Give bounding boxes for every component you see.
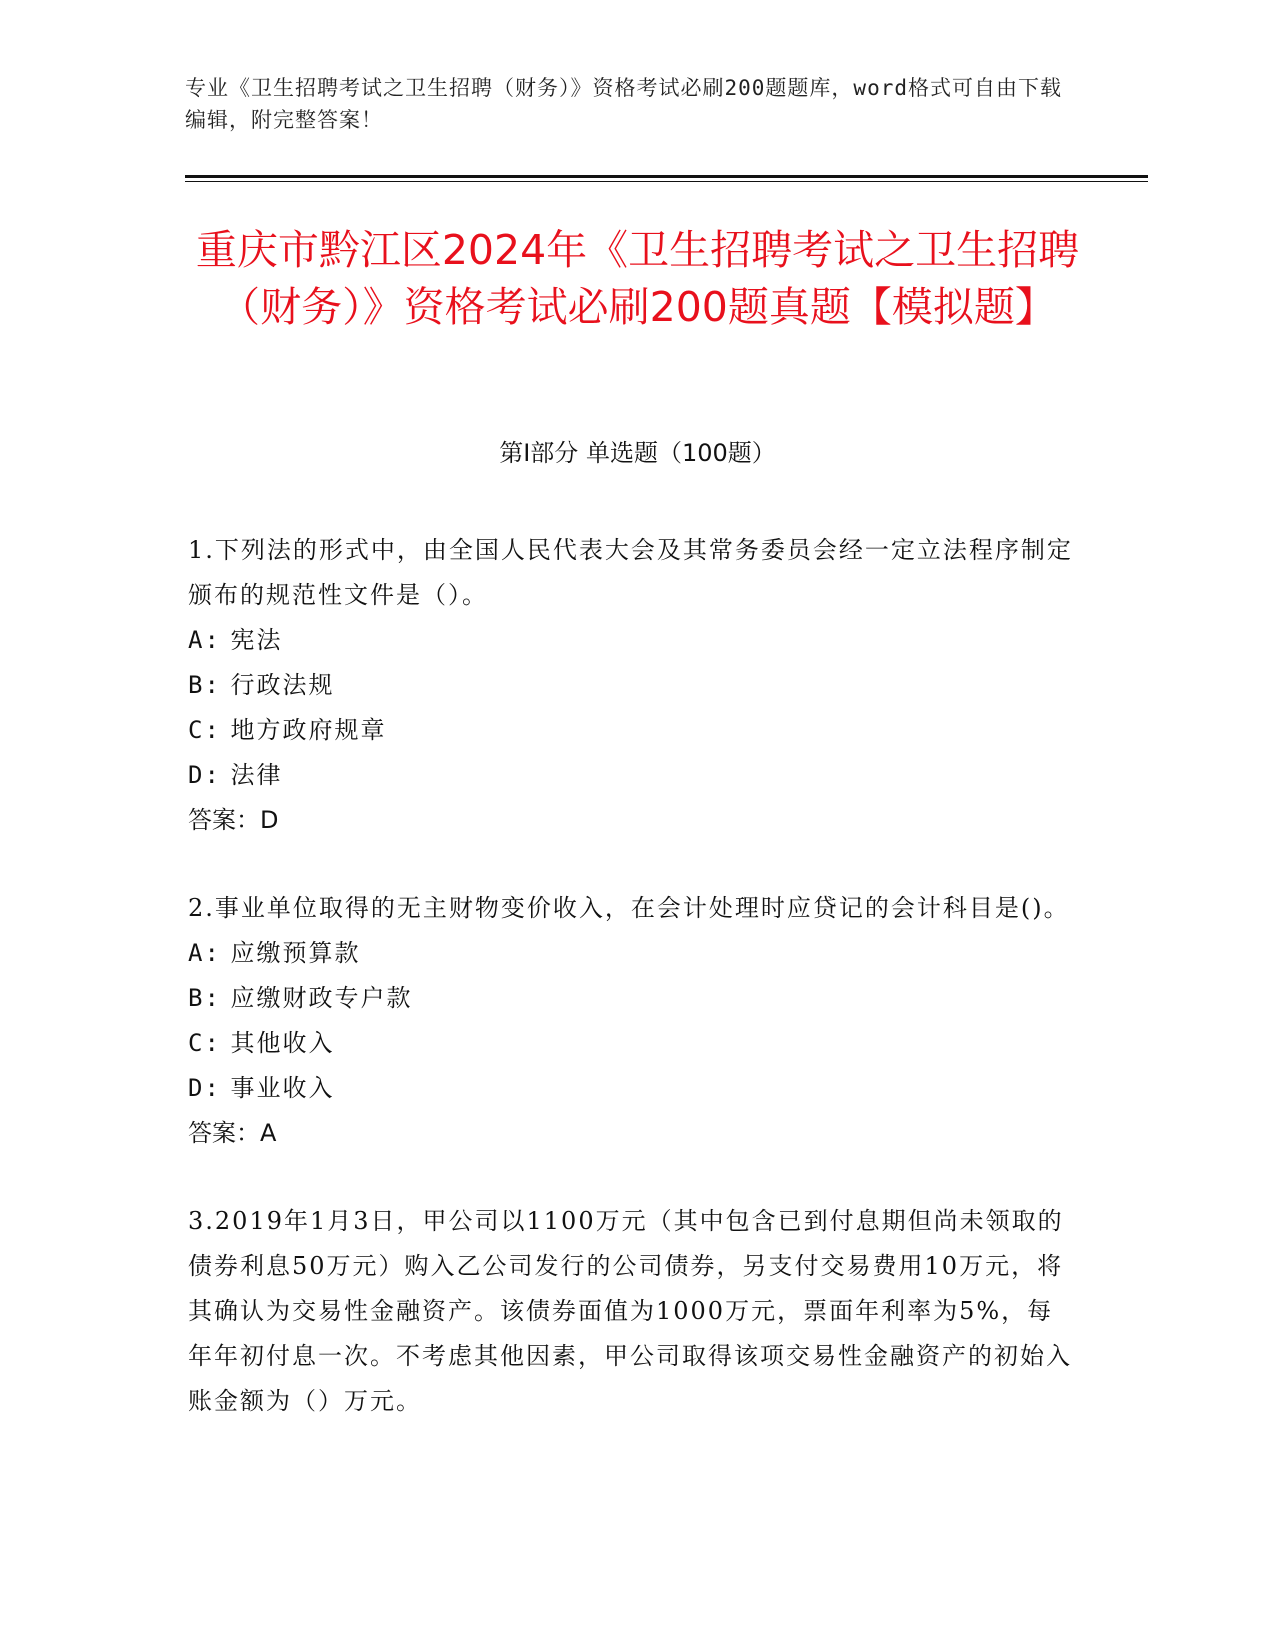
option-b (188, 976, 1078, 1021)
question-3 (188, 1199, 1078, 1424)
question-text: 1.下列法的形式中，由全国人民代表大会及其常务委员会经一定立法程序制定颁布的规范性文件是（）。 (188, 536, 1073, 609)
option-c (188, 1021, 1078, 1066)
answer-line: 答案：D (188, 806, 279, 834)
document-title: 重庆市黔江区2024年《卫生招聘考试之卫生招聘（财务）》资格考试必刷200题真题【模拟题】 (195, 226, 1080, 331)
option-text: 法律 (230, 761, 283, 789)
option-text: 行政法规 (230, 671, 335, 699)
option-text: 应缴财政专户款 (230, 984, 413, 1012)
question-text: 2.事业单位取得的无主财物变价收入，在会计处理时应贷记的会计科目是()。 (188, 894, 1070, 922)
section-heading: 第I部分 单选题（100题） (499, 439, 776, 467)
option-text: 其他收入 (230, 1029, 335, 1057)
question-text: 3.2019年1月3日，甲公司以1100万元（其中包含已到付息期但尚未领取的债券利息50万元）购入乙公司发行的公司债券，另支付交易费用10万元，将其确认为交易性金融资产。该债券面值为1000万元，票面年利率为5%，每年年初付息一次。不考虑其他因素，甲公司取得该项交易性金融资产的初始入账金额为（）万元。 (188, 1207, 1072, 1415)
option-key: B: (188, 984, 221, 1012)
question-2 (188, 886, 1078, 1156)
option-a (188, 931, 1078, 976)
option-key: C: (188, 716, 221, 744)
option-text: 应缴预算款 (230, 939, 361, 967)
option-text: 地方政府规章 (230, 716, 387, 744)
option-c (188, 708, 1078, 753)
option-key: D: (188, 1074, 221, 1102)
option-key: B: (188, 671, 221, 699)
option-b (188, 663, 1078, 708)
option-key: C: (188, 1029, 221, 1057)
option-key: D: (188, 761, 221, 789)
option-text: 宪法 (230, 626, 283, 654)
option-text: 事业收入 (230, 1074, 335, 1102)
question-1 (188, 528, 1078, 843)
option-d (188, 753, 1078, 798)
header-divider-thin (185, 181, 1148, 182)
question-list (188, 528, 1078, 1467)
option-a (188, 618, 1078, 663)
option-d (188, 1066, 1078, 1111)
option-key: A: (188, 626, 221, 654)
option-key: A: (188, 939, 221, 967)
header-divider-thick (185, 175, 1148, 178)
header-note: 专业《卫生招聘考试之卫生招聘（财务）》资格考试必刷200题题库，word格式可自由下载编辑，附完整答案！ (185, 76, 1062, 132)
answer-line: 答案：A (188, 1119, 277, 1147)
